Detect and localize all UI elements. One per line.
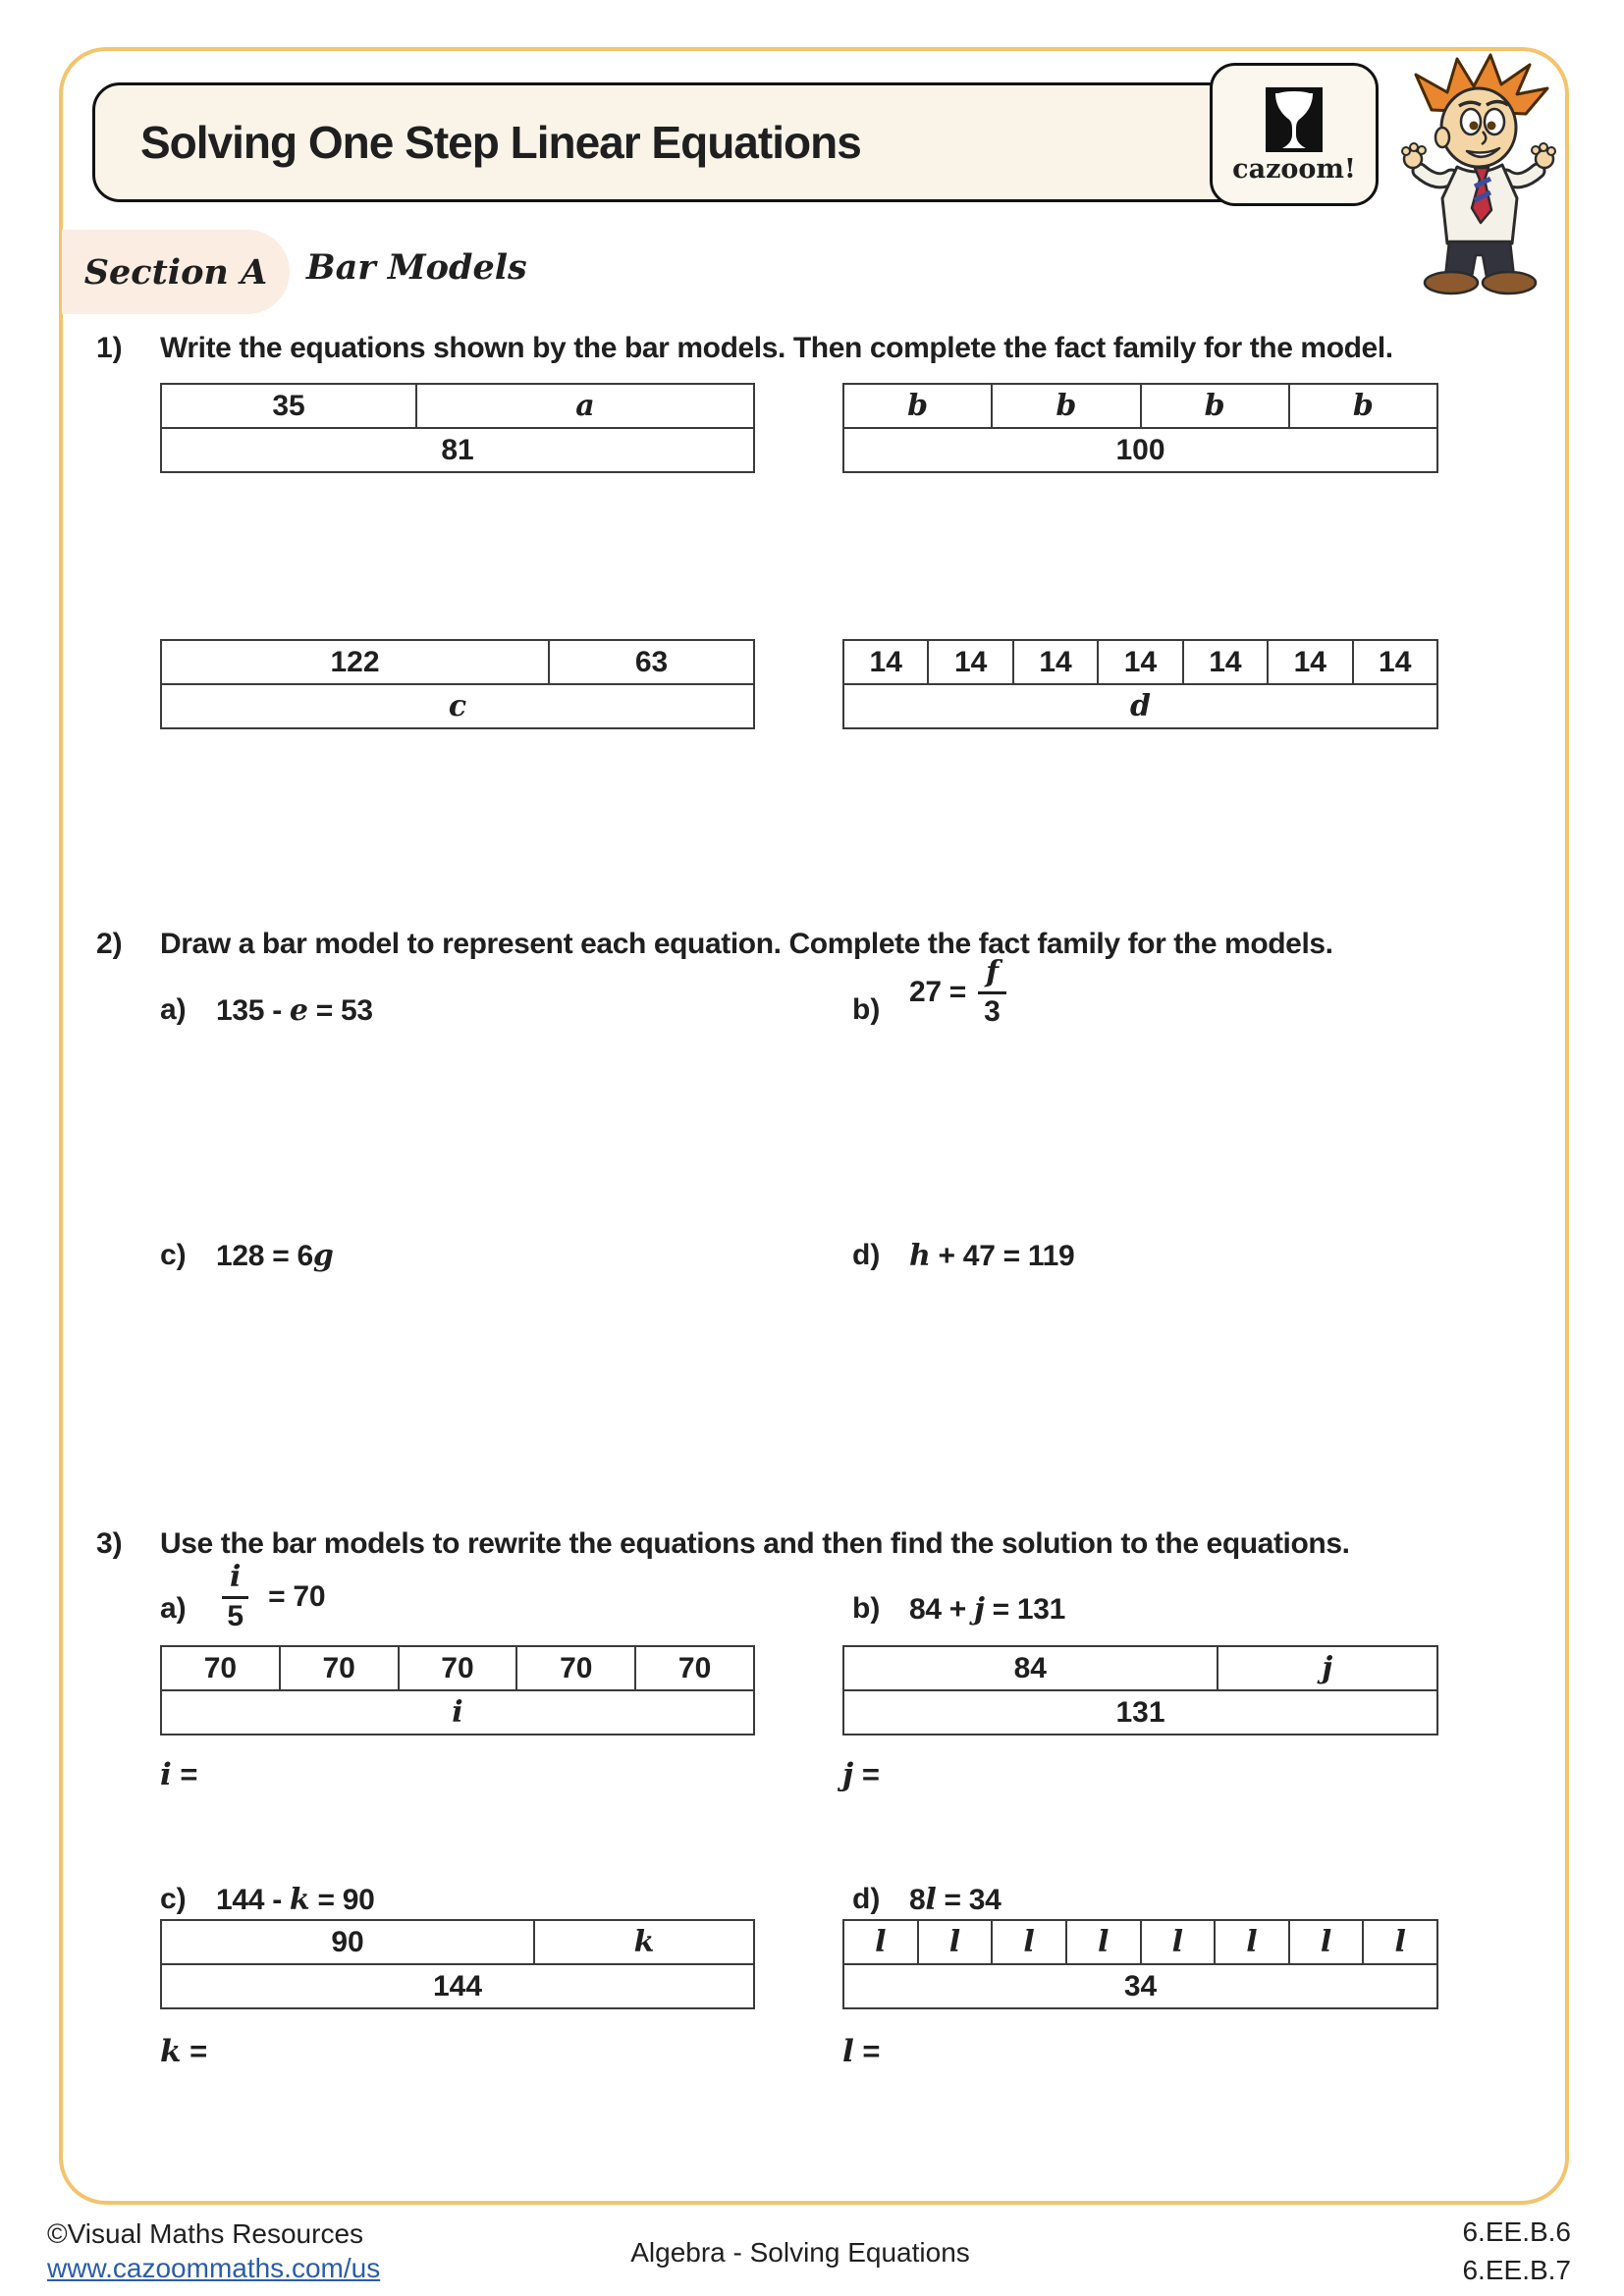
section-badge (62, 230, 290, 314)
bar-cell: 70 (398, 1645, 518, 1691)
bar-model-q3a (160, 1645, 755, 1735)
equation-3c: 144 - k = 90 (216, 1883, 375, 1917)
bar-model-row (842, 1963, 1438, 2009)
footer-copyright: ©Visual Maths Resources (47, 2218, 364, 2249)
bar-model-q1d (842, 639, 1438, 729)
question-1-number: 1) (96, 332, 123, 364)
bar-model-q1a (160, 383, 755, 473)
bar-cell: 14 (1012, 639, 1099, 685)
section-label: Section A (83, 251, 268, 293)
page-title: Solving One Step Linear Equations (140, 117, 861, 168)
item-2c-label: c) (160, 1239, 187, 1271)
bar-cell: 90 (160, 1919, 535, 1965)
bar-cell: l (1362, 1919, 1438, 1965)
bar-model-row (160, 639, 755, 685)
bar-model-q3c (160, 1919, 755, 2009)
question-3-number: 3) (96, 1527, 123, 1560)
bar-cell: l (1214, 1919, 1290, 1965)
cazoom-logo-text: cazoom! (1232, 153, 1356, 185)
bar-model-row (842, 1645, 1438, 1691)
bar-cell: 63 (548, 639, 755, 685)
footer-standard-code-2: 6.EE.B.7 (1462, 2255, 1571, 2285)
bar-cell: c (160, 683, 755, 729)
bar-model-row (842, 639, 1438, 685)
answer-3c: k = (160, 2034, 208, 2069)
bar-cell: l (1140, 1919, 1217, 1965)
bar-model-row (160, 383, 755, 429)
answer-3a: i = (160, 1757, 198, 1792)
bar-model-row (160, 1689, 755, 1735)
bar-model-row (160, 1919, 755, 1965)
bar-cell: 70 (279, 1645, 400, 1691)
bar-cell: d (842, 683, 1438, 729)
bar-cell: 70 (515, 1645, 636, 1691)
bar-cell: 34 (842, 1963, 1438, 2009)
answer-3d: l = (842, 2034, 881, 2069)
bar-cell: 35 (160, 383, 417, 429)
bar-cell: 84 (842, 1645, 1218, 1691)
bar-cell: b (991, 383, 1141, 429)
page-border (59, 47, 1569, 2205)
bar-cell: l (842, 1919, 919, 1965)
bar-cell: b (842, 383, 993, 429)
cazoom-logo (1210, 63, 1379, 206)
item-3c-label: c) (160, 1883, 187, 1915)
bar-cell: 14 (1352, 639, 1438, 685)
bar-model-row (842, 383, 1438, 429)
bar-model-q1c (160, 639, 755, 729)
bar-cell: 14 (1267, 639, 1353, 685)
bar-cell: 81 (160, 427, 755, 473)
bar-cell: 70 (634, 1645, 755, 1691)
bar-model-q3b (842, 1645, 1438, 1735)
bar-cell: 131 (842, 1689, 1438, 1735)
bar-cell: 14 (842, 639, 929, 685)
bar-cell: b (1140, 383, 1290, 429)
bar-model-row (160, 683, 755, 729)
bar-cell: 144 (160, 1963, 755, 2009)
bar-cell: 14 (927, 639, 1013, 685)
title-bar (92, 82, 1318, 202)
bar-cell: a (415, 383, 755, 429)
bar-cell: 70 (160, 1645, 281, 1691)
equation-2d: h + 47 = 119 (909, 1239, 1075, 1273)
item-3b-label: b) (852, 1592, 881, 1625)
item-2b-label: b) (852, 993, 881, 1026)
question-2-number: 2) (96, 928, 123, 960)
footer-standard-code-1: 6.EE.B.6 (1462, 2216, 1571, 2247)
item-2d-label: d) (852, 1239, 881, 1271)
bar-cell: 100 (842, 427, 1438, 473)
item-3d-label: d) (852, 1883, 881, 1915)
bar-model-q1b (842, 383, 1438, 473)
bar-model-row (842, 1919, 1438, 1965)
equation-3d: 8 l = 34 (909, 1883, 1001, 1917)
bar-cell: 122 (160, 639, 550, 685)
bar-cell: 14 (1182, 639, 1269, 685)
question-1-prompt: Write the equations shown by the bar models. Then complete the fact family for the model. (160, 332, 1393, 364)
cazoom-logo-icon (1266, 87, 1323, 152)
bar-model-row (160, 1963, 755, 2009)
bar-cell: b (1288, 383, 1438, 429)
bar-cell: l (917, 1919, 994, 1965)
equation-2a: 135 - e = 53 (216, 993, 373, 1028)
equation-3a: $\frac{i}{5}$ = 70 (218, 1563, 325, 1631)
bar-cell: j (1217, 1645, 1438, 1691)
footer-topic: Algebra - Solving Equations (630, 2237, 970, 2268)
answer-3b: j = (842, 1757, 880, 1792)
equation-2b: 27 = $\frac{f}{3}$ (909, 958, 1010, 1027)
section-title: Bar Models (306, 247, 527, 288)
bar-model-row (842, 683, 1438, 729)
bar-cell: l (991, 1919, 1067, 1965)
bar-model-row (842, 427, 1438, 473)
equation-3b: 84 + j = 131 (909, 1592, 1066, 1627)
bar-model-row (160, 1645, 755, 1691)
bar-cell: 14 (1097, 639, 1183, 685)
question-2-prompt: Draw a bar model to represent each equation. Complete the fact family for the models. (160, 928, 1333, 960)
bar-cell: l (1288, 1919, 1365, 1965)
item-2a-label: a) (160, 993, 187, 1026)
bar-cell: k (533, 1919, 755, 1965)
equation-2c: 128 = 6 g (216, 1239, 334, 1273)
fraction: $\frac{f}{3}$ (978, 958, 1006, 1027)
bar-cell: l (1065, 1919, 1142, 1965)
fraction: $\frac{i}{5}$ (222, 1563, 248, 1631)
bar-cell: i (160, 1689, 755, 1735)
footer-website-link[interactable]: www.cazoommaths.com/us (47, 2253, 381, 2283)
question-3-prompt: Use the bar models to rewrite the equations and then find the solution to the equations. (160, 1527, 1350, 1560)
bar-model-row (160, 427, 755, 473)
bar-model-q3d (842, 1919, 1438, 2009)
bar-model-row (842, 1689, 1438, 1735)
item-3a-label: a) (160, 1592, 187, 1625)
mascot-illustration (1380, 49, 1577, 299)
